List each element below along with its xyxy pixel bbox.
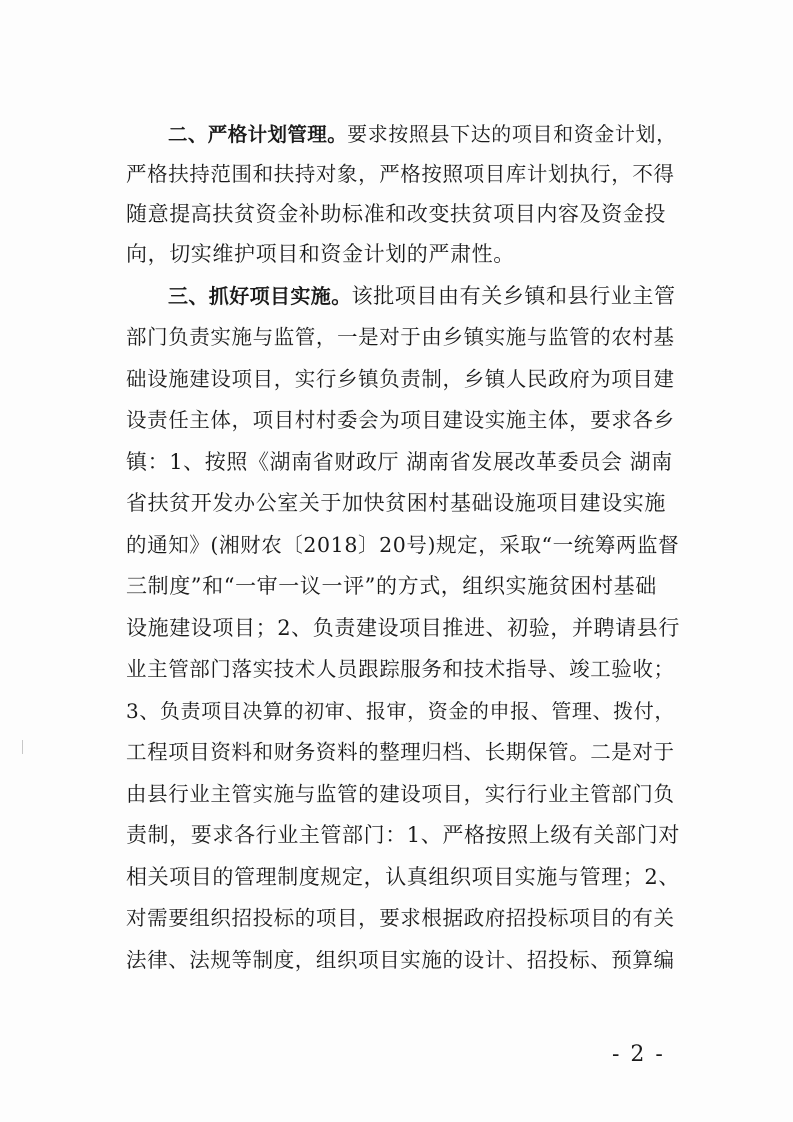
- paragraph-line: 的通知》(湘财农〔2018〕20号)规定，采取“一统筹两监督: [126, 533, 680, 557]
- paragraph-line: 设施建设项目；2、负责建设项目推进、初验，并聘请县行: [126, 616, 680, 640]
- paragraph-line: 三制度”和“一审一议一评”的方式，组织实施贫困村基础: [126, 574, 657, 598]
- paragraph-line: [168, 278, 676, 314]
- section-heading: 二、严格计划管理。: [168, 123, 348, 146]
- paragraph-line: 镇：1、按照《湖南省财政厅 湖南省发展改革委员会 湖南: [126, 450, 673, 474]
- scan-artifact: [22, 740, 23, 754]
- paragraph-text: 该批项目由有关乡镇和县行业主管: [351, 284, 676, 308]
- paragraph-line: 设责任主体，项目村村委会为项目建设实施主体，要求各乡: [126, 408, 675, 432]
- paragraph-line: 由县行业主管实施与监管的建设项目，实行行业主管部门负: [126, 782, 675, 806]
- paragraph-line: 责制，要求各行业主管部门：1、严格按照上级有关部门对: [126, 823, 680, 847]
- paragraph-line: 业主管部门落实技术人员跟踪服务和技术指导、竣工验收；: [126, 657, 675, 681]
- paragraph-line: [168, 116, 677, 152]
- paragraph-line: 法律、法规等制度，组织项目实施的设计、招投标、预算编: [126, 948, 675, 972]
- paragraph-line: 省扶贫开发办公室关于加快贫困村基础设施项目建设实施: [126, 491, 666, 515]
- paragraph-line: 3、负责项目决算的初审、报审，资金的申报、管理、拨付，: [126, 699, 675, 723]
- paragraph-line: 对需要组织招投标的项目，要求根据政府招投标项目的有关: [126, 906, 675, 930]
- paragraph-line: 础设施建设项目，实行乡镇负责制，乡镇人民政府为项目建: [126, 367, 675, 391]
- paragraph-line: 部门负责实施与监管，一是对于由乡镇实施与监管的农村基: [126, 325, 675, 349]
- paragraph-line: 严格扶持范围和扶持对象，严格按照项目库计划执行，不得: [126, 162, 675, 186]
- paragraph-text: 要求按照县下达的项目和资金计划，: [347, 122, 677, 146]
- paragraph-line: 相关项目的管理制度规定，认真组织项目实施与管理；2、: [126, 865, 680, 889]
- paragraph-line: 向，切实维护项目和资金计划的严肃性。: [126, 242, 515, 266]
- page-number: - 2 -: [612, 1042, 665, 1067]
- paragraph-line: 工程项目资料和财务资料的整理归档、长期保管。二是对于: [126, 740, 675, 764]
- section-heading: 三、抓好项目实施。: [168, 284, 352, 308]
- paragraph-line: 随意提高扶贫资金补助标准和改变扶贫项目内容及资金投: [126, 202, 666, 226]
